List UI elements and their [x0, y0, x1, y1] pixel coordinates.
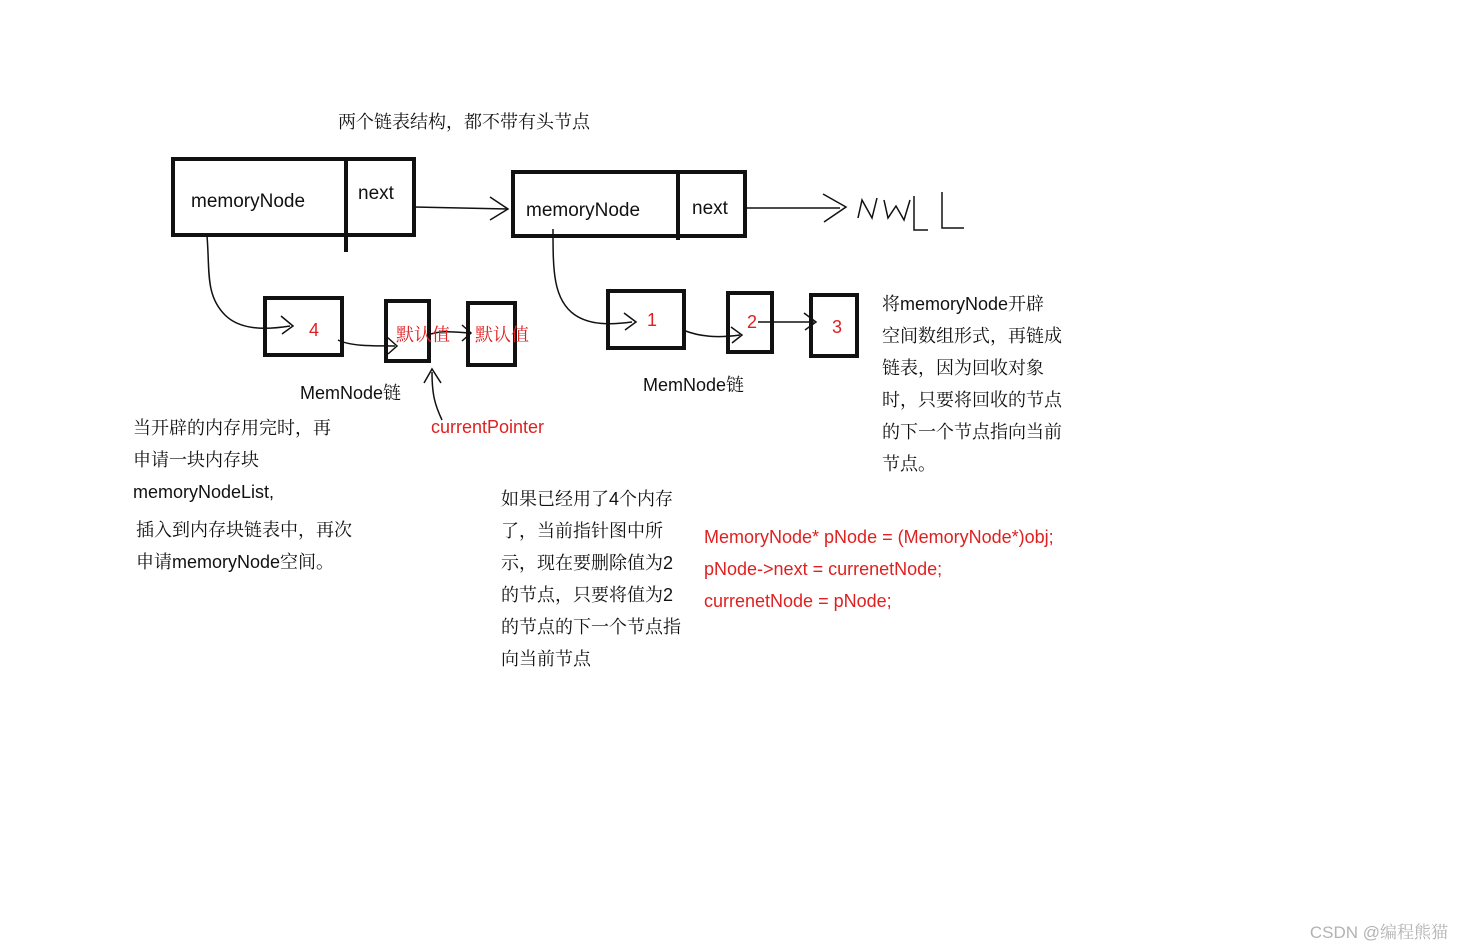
note-left-line: memoryNodeList, — [133, 482, 275, 502]
note-middle-line: 如果已经用了4个内存 — [501, 489, 674, 509]
node1-name-label: memoryNode — [191, 191, 306, 212]
chain2-value-1: 1 — [647, 310, 658, 330]
code-snippet — [704, 521, 1054, 617]
note-right-line: 将memoryNode开辟 — [882, 294, 1045, 314]
node2-next-label: next — [692, 198, 728, 219]
note-left-continued — [136, 514, 352, 578]
chain1-value-3: 默认值 — [475, 325, 529, 345]
note-left2-line: 申请memoryNode空间。 — [136, 552, 335, 572]
code-line: currenetNode = pNode; — [704, 591, 892, 611]
chain2-value-2: 2 — [747, 312, 758, 332]
link-node1-to-chain1 — [207, 236, 290, 328]
current-pointer-label: currentPointer — [431, 417, 545, 437]
note-right-line: 节点。 — [882, 454, 936, 474]
chain1-value-2: 默认值 — [396, 325, 450, 345]
note-middle-line: 示，现在要删除值为2 — [501, 553, 674, 573]
node2-name-label: memoryNode — [526, 200, 641, 221]
arrowhead-chain2 — [624, 313, 636, 330]
note-middle — [501, 483, 681, 675]
note-right-line: 的下一个节点指向当前 — [882, 422, 1062, 442]
diagram-heading: 两个链表结构，都不带有头节点 — [338, 112, 590, 132]
note-left2-line: 插入到内存块链表中，再次 — [136, 520, 352, 540]
note-middle-line: 向当前节点 — [501, 649, 591, 669]
note-right — [882, 288, 1062, 480]
note-middle-line: 了，当前指针图中所 — [501, 521, 663, 541]
chain2-label: MemNode链 — [643, 375, 745, 395]
chain1-node-1-box — [265, 298, 342, 355]
chain1-label: MemNode链 — [300, 383, 402, 403]
chain2-node-1-box — [608, 291, 684, 348]
note-right-line: 链表，因为回收对象 — [882, 358, 1044, 378]
csdn-watermark: CSDN @编程熊猫 — [1309, 923, 1448, 942]
node1-next-label: next — [358, 183, 394, 204]
link-node2-to-chain2 — [553, 229, 632, 324]
note-right-line: 时，只要将回收的节点 — [882, 390, 1062, 410]
note-left-line: 当开辟的内存用完时，再 — [133, 418, 331, 438]
arrowhead-chain1 — [281, 316, 293, 334]
null-handwriting — [858, 192, 964, 230]
note-right-line: 空间数组形式，再链成 — [882, 326, 1062, 346]
note-left-line: 申请一块内存块 — [133, 450, 259, 470]
link-node1-to-node2 — [414, 207, 508, 209]
note-middle-line: 的节点，只要将值为2 — [501, 585, 674, 605]
note-left — [133, 412, 331, 508]
code-line: pNode->next = currenetNode; — [704, 559, 943, 579]
code-line: MemoryNode* pNode = (MemoryNode*)obj; — [704, 527, 1054, 547]
link-chain2-1-2 — [683, 330, 740, 337]
chain1-value-1: 4 — [309, 320, 320, 340]
note-middle-line: 的节点的下一个节点指 — [501, 617, 681, 637]
chain2-value-3: 3 — [832, 317, 843, 337]
